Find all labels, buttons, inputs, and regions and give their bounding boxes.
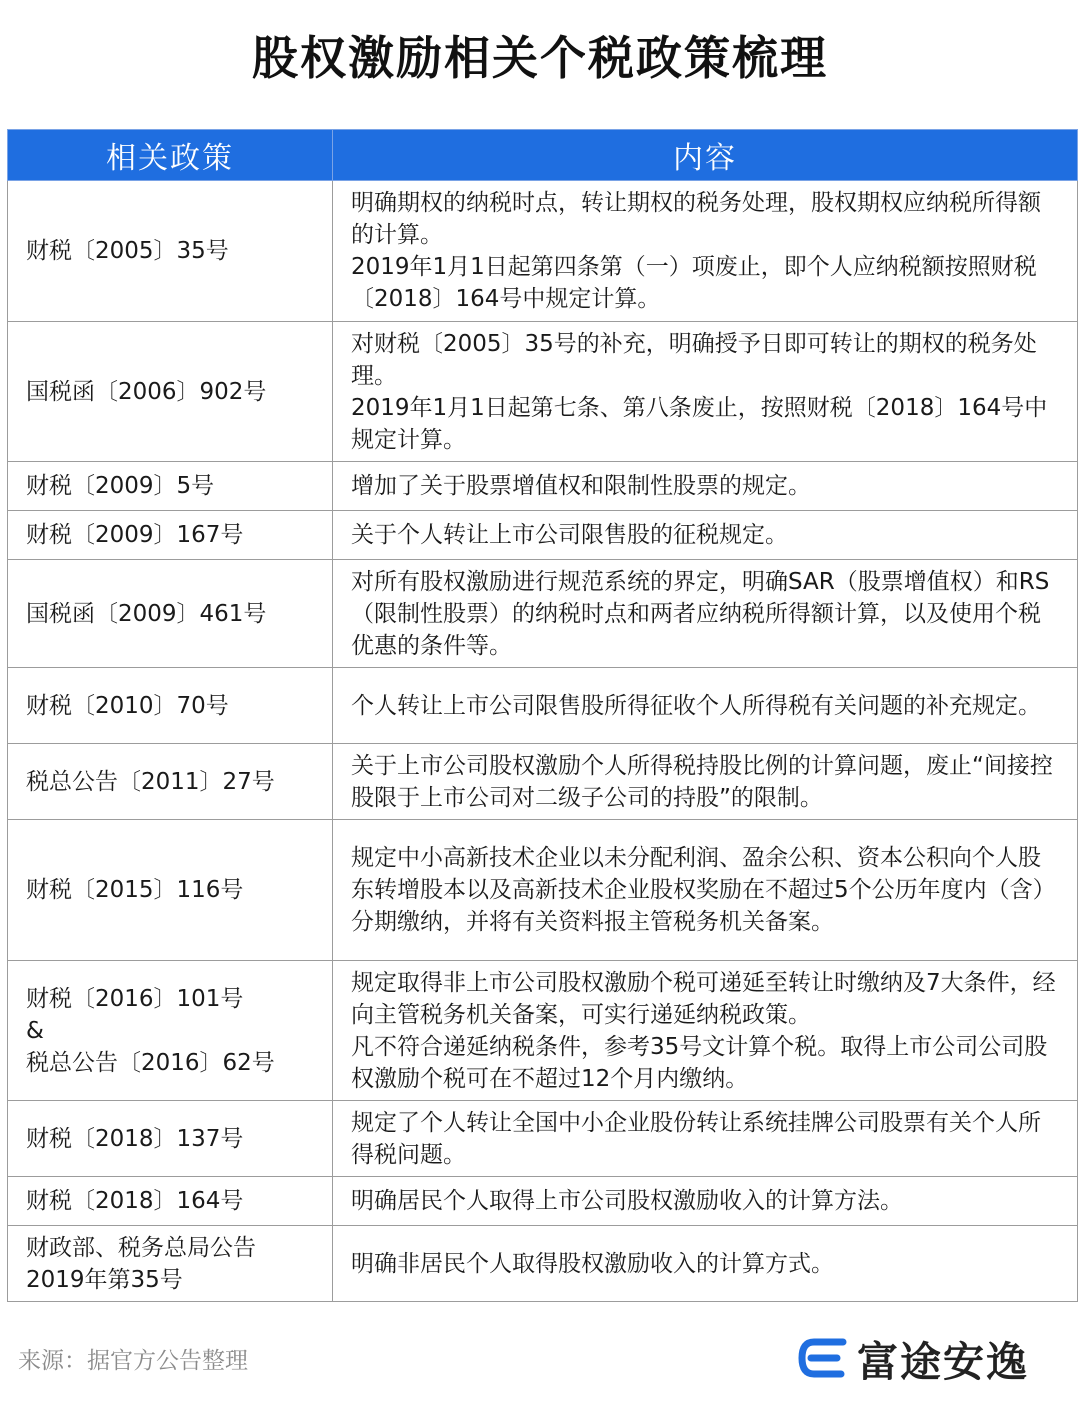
policy-name: 2019年第35号 — [26, 1266, 183, 1293]
policy-cell — [8, 181, 333, 322]
content-text: 规定取得非上市公司股权激励个税可递延至转让时缴纳及7大条件，经向主管税务机关备案，可实行递延纳税政策。 — [351, 969, 1056, 1028]
policy-name: 财税〔2010〕70号 — [26, 692, 229, 719]
policy-name: 财税〔2016〕101号 — [26, 985, 244, 1012]
page-title: 股权激励相关个税政策梳理 — [252, 31, 828, 85]
policy-cell — [8, 961, 333, 1101]
policy-cell — [8, 668, 333, 744]
table-row — [8, 961, 1078, 1101]
policy-cell — [8, 1226, 333, 1302]
content-text: 2019年1月1日起第四条第（一）项废止，即个人应纳税额按照财税〔2018〕164号中规定计算。 — [351, 254, 1037, 312]
content-cell — [333, 1101, 1078, 1177]
content-cell — [333, 511, 1078, 560]
header-policy: 相关政策 — [8, 130, 333, 181]
content-cell — [333, 668, 1078, 744]
policy-cell — [8, 511, 333, 560]
policy-name: 税总公告〔2016〕62号 — [26, 1049, 275, 1076]
policy-cell — [8, 1177, 333, 1226]
content-text: 明确非居民个人取得股权激励收入的计算方式。 — [351, 1250, 834, 1277]
policy-name: 国税函〔2006〕902号 — [26, 378, 267, 405]
content-text: 对财税〔2005〕35号的补充，明确授予日即可转让的期权的税务处理。 — [351, 330, 1037, 389]
content-text: 规定了个人转让全国中小企业股份转让系统挂牌公司股票有关个人所得税问题。 — [351, 1109, 1041, 1168]
policy-name: 财政部、税务总局公告 — [26, 1234, 256, 1261]
policy-cell — [8, 462, 333, 511]
table-row — [8, 1226, 1078, 1302]
policy-name: 财税〔2009〕167号 — [26, 522, 244, 548]
table-row — [8, 820, 1078, 961]
policy-name: 财税〔2005〕35号 — [26, 238, 229, 264]
policy-cell — [8, 820, 333, 961]
table-row — [8, 560, 1078, 668]
brand — [797, 1332, 1029, 1384]
content-cell — [333, 961, 1078, 1101]
policy-table — [7, 129, 1078, 1302]
content-text: 增加了关于股票增值权和限制性股票的规定。 — [351, 473, 811, 499]
table-row — [8, 511, 1078, 560]
header-content: 内容 — [333, 130, 1078, 181]
source-note: 来源：据官方公告整理 — [18, 1348, 248, 1374]
policy-name: 国税函〔2009〕461号 — [26, 600, 267, 627]
content-text: 关于个人转让上市公司限售股的征税规定。 — [351, 522, 788, 548]
content-cell — [333, 560, 1078, 668]
table-row — [8, 1101, 1078, 1177]
table-row — [8, 668, 1078, 744]
policy-cell — [8, 1101, 333, 1177]
policy-name: 税总公告〔2011〕27号 — [26, 768, 275, 795]
content-cell — [333, 820, 1078, 961]
content-cell — [333, 1226, 1078, 1302]
content-cell — [333, 462, 1078, 511]
policy-cell — [8, 322, 333, 462]
table-row — [8, 744, 1078, 820]
content-cell — [333, 181, 1078, 322]
content-text: 关于上市公司股权激励个人所得税持股比例的计算问题，废止“间接控股限于上市公司对二级子公司的持股”的限制。 — [351, 752, 1053, 811]
content-cell — [333, 322, 1078, 462]
content-text: 对所有股权激励进行规范系统的界定，明确SAR（股票增值权）和RS（限制性股票）的纳税时点和两者应纳税所得额计算，以及使用个税优惠的条件等。 — [351, 568, 1050, 659]
content-text: 明确居民个人取得上市公司股权激励收入的计算方法。 — [351, 1188, 903, 1214]
table-row — [8, 1177, 1078, 1226]
content-text: 个人转让上市公司限售股所得征收个人所得税有关问题的补充规定。 — [351, 692, 1041, 719]
policy-ampersand: & — [26, 1017, 44, 1044]
table-header-row — [8, 130, 1078, 181]
policy-cell — [8, 744, 333, 820]
policy-cell — [8, 560, 333, 668]
table-row — [8, 462, 1078, 511]
futu-logo-icon — [797, 1335, 847, 1381]
content-cell — [333, 1177, 1078, 1226]
policy-name: 财税〔2015〕116号 — [26, 877, 244, 903]
table-row — [8, 322, 1078, 462]
content-cell — [333, 744, 1078, 820]
content-text: 2019年1月1日起第七条、第八条废止，按照财税〔2018〕164号中规定计算。 — [351, 394, 1048, 453]
content-text: 凡不符合递延纳税条件，参考35号文计算个税。取得上市公司公司股权激励个税可在不超过12个月内缴纳。 — [351, 1033, 1048, 1092]
policy-name: 财税〔2018〕137号 — [26, 1125, 244, 1152]
content-text: 明确期权的纳税时点，转让期权的税务处理，股权期权应纳税所得额的计算。 — [351, 190, 1041, 248]
policy-name: 财税〔2009〕5号 — [26, 473, 215, 499]
policy-name: 财税〔2018〕164号 — [26, 1188, 244, 1214]
table-row — [8, 181, 1078, 322]
brand-name: 富途安逸 — [857, 1337, 1029, 1386]
content-text: 规定中小高新技术企业以未分配利润、盈余公积、资本公积向个人股东转增股本以及高新技术企业股权奖励在不超过5个公历年度内（含）分期缴纳，并将有关资料报主管税务机关备案。 — [351, 845, 1056, 935]
